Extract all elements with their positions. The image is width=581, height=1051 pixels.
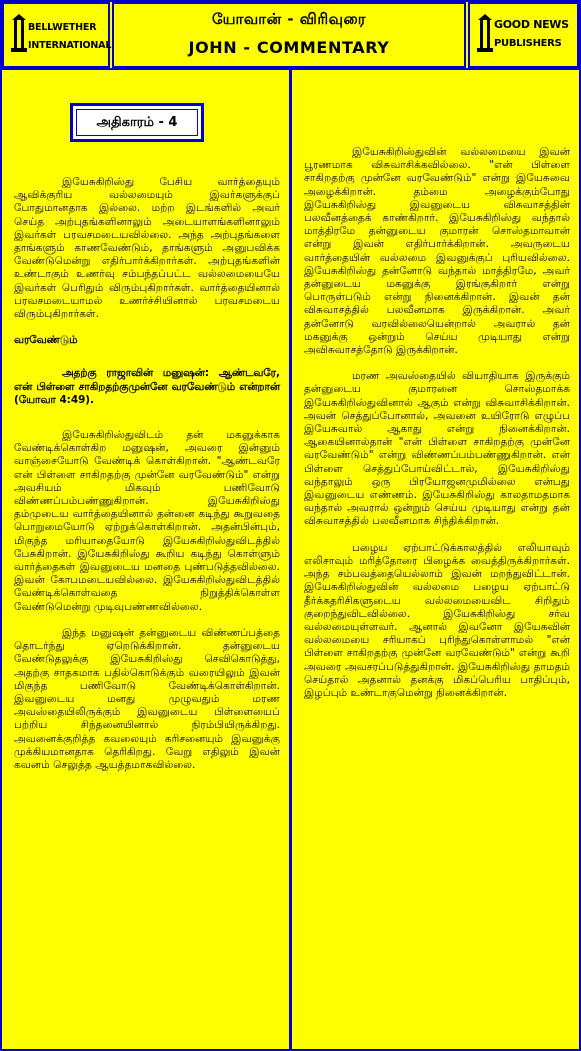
title-tamil: யோவான் - விரிவுரை xyxy=(212,10,366,28)
logo-right-line2: PUBLISHERS xyxy=(494,38,562,49)
logo-right-line1: GOOD NEWS xyxy=(494,18,569,31)
bellwether-logo xyxy=(2,2,110,68)
left-paragraph-2: இயேசுகிறிஸ்துவிடம் தன் மகனுக்காக வேண்டிக்கொள்கிற மனுஷன், அவரை இன்னும் வாஞ்சையோடு வேண்டிக் கொள்கிறான். "ஆண்டவரே என் பிள்ளை சாகிறதற்கு முன்னே வரவேண்டும்" என்று அவசியம் மிகவும் பணிவோடு விண்ணப்பம்பண்ணுகிறான். இயேசுகிறிஸ்து தம்முடைய வார்த்தையினால் தன்னை கடிந்து கூறுவதை பொறுமையோடு ஏற்றுக்கொள்கிறான். அதன்பின்பும், மிகுந்த மரியாதையோடு இயேசுகிறிஸ்துவிடத்தில் பேசுகிறான். இயேசுகிறிஸ்து கூறிய கடிந்து கொள்ளும் வார்த்தைகள் இவனுடைய மனதை புண்படுத்தவில்லை. இவன் கோபமடையவில்லை. இயேசுகிறிஸ்துவிடத்தில் வேண்டிக்கொள்வதை நிறுத்திக்கொள்ள வேண்டுமென்று முடிவுபண்ணவில்லை. xyxy=(14,429,280,613)
column-divider xyxy=(289,68,292,1049)
good-news-logo xyxy=(468,2,579,68)
page-header xyxy=(2,2,579,68)
title-box xyxy=(112,2,466,68)
chapter-box xyxy=(70,103,204,142)
good-news-icon xyxy=(476,14,494,54)
logo-left-line2: INTERNATIONAL xyxy=(28,40,112,51)
right-paragraph-3: பழைய ஏற்பாட்டுக்காலத்தில் எலியாவும் எலிசாவும் மரித்தோரை பிழைக்க வைத்திருக்கிறார்கள். அந்த சம்பவத்தையெல்லாம் இவன் மறந்துவிட்டான். இயேசுகிறிஸ்துவின் வல்லமை பழைய ஏற்பாட்டு தீர்க்கதரிசிகளுடைய வல்லமையைவிட சிறிதும் குறைந்துவிடவில்லை. இயேசுகிறிஸ்து சர்வ வல்லமையுள்ளவர். ஆனால் இவனோ இயேசுவின் வல்லமையை சரியாகப் புரிந்துகொள்ளாமல் "என் பிள்ளை சாகிறதற்கு முன்னே வரவேண்டும்" என்று கூறி அவரை அவசரப்படுத்துகிறான். இயேசுகிறிஸ்து தாமதம் செய்தால் அதனால் தனக்கு மிகப்பெரிய பாதிப்பும், இழப்பும் உண்டாகுமென்று நினைக்கிறான். xyxy=(304,541,570,699)
verse-quote: அதற்கு ராஜாவின் மனுஷன்: ஆண்டவரே, என் பிள்ளை சாகிறதற்குமுன்னே வரவேண்டும் என்றான் (யோவா 4:49). xyxy=(14,367,280,406)
logo-left-line1: BELLWETHER xyxy=(28,22,97,33)
right-column xyxy=(304,146,570,713)
right-paragraph-1: இயேசுகிறிஸ்துவின் வல்லமையை இவன் பூரணமாக விசுவாசிக்கவில்லை. "என் பிள்ளை சாகிறதற்கு முன்னே வரவேண்டும்" என்று இயேசுவை அழைக்கிறான். தம்மை அழைக்கும்போது இயேசுகிறிஸ்து இவனுடைய விசுவாசத்தின் பலவீனத்தைக் காண்கிறார். இயேசுகிறிஸ்து வந்தால் மாத்திரமே தன்னுடைய குமாரன் சொஸ்தமாவான் என்று இவன் எதிர்பார்க்கிறான். அவருடைய வார்த்தையின் வல்லமை இவனுக்குப் புரியவில்லை. இயேசுகிறிஸ்து தன்னோடு வந்தால் மாத்திரமே, அவர் தன்னுடைய மகனுக்கு இரங்குகிறார் என்று பொருள்படும் என்று நினைக்கிறான். இவன் தன் விசுவாசத்தில் பலவீனமாக இருக்கிறான். அவர் தன்னோடு வரவில்லையென்றால் அவரால் தன் மகனுக்கு ஒன்றும் செய்ய முடியாது என்று அவிசுவாசத்தோடு இருக்கிறான். xyxy=(304,146,570,357)
left-paragraph-1: இயேசுகிறிஸ்து பேசிய வார்த்தையும் ஆவிக்குரிய வல்லமையும் இவர்களுக்குப் போதுமானதாக இல்லை. மற்ற இடங்களில் அவர் செய்த அற்புதங்களினாலும் அடையாளங்களினாலும் இவர்கள் பரவசமடையவில்லை. அந்த அற்புதங்களை தாங்களும் காணவேண்டும், தாங்களும் அனுபவிக்க வேண்டுமென்று எதிர்பார்க்கிறார்கள். அற்புதங்களின் உண்டாகும் உணர்வு சம்பந்தப்பட்ட வல்லமையையே இவர்கள் பெரிதும் விரும்புகிறார்கள். வார்த்தையினால் பரவசமடையாமல் உணர்ச்சியினால் பரவசமடைய விரும்புகிறார்கள். xyxy=(14,176,280,321)
section-heading: வரவேண்டும் xyxy=(14,334,78,347)
right-paragraph-2: மரண அவஸ்தையில் வியாதியாக இருக்கும் தன்னுடைய குமாரனை சொஸ்தமாக்க இயேசுகிறிஸ்துவினால் ஆகும் என்று விசுவாசிக்கிறான். அவன் செத்துப்போனால், அவனை உயிரோடு எழுப்ப இயேசுவால் ஆகாது என்று நினைக்கிறான். ஆகையினால்தான் "என் பிள்ளை சாகிறதற்கு முன்னே வரவேண்டும்" என்று விண்ணப்பம்பண்ணுகிறான். என் பிள்ளை செத்துப்போய்விட்டால், இயேசுகிறிஸ்து வந்தாலும் ஒரு பிரயோஜனமுமில்லை என்பது இவனுடைய எண்ணம். இயேசுகிறிஸ்து காலதாமதமாக வந்தால் அவரால் ஒன்றும் செய்ய முடியாது என்று தன் விசுவாசத்தில் பலவீனமாக சிந்திக்கிறான். xyxy=(304,370,570,528)
left-paragraph-3: இந்த மனுஷன் தன்னுடைய விண்ணப்பத்தை தொடர்ந்து ஏறெடுக்கிறான். தன்னுடைய வேண்டுதலுக்கு இயேசுகிறிஸ்து செவிகொடுத்து, அதற்கு சாதகமாக பதில்கொடுக்கும் வரையிலும் இவன் மிகுந்த பணிவோடு வேண்டிக்கொள்கிறான். இவனுடைய மனது முழுவதும் மரண அவஸ்தையிலிருக்கும் இவனுடைய பிள்ளையைப் பற்றிய சிந்தனையினால் நிரம்பியிருக்கிறது. அவனைக்குறித்த கவலையும் கரிசனையும் இவனுக்கு முக்கியமானதாக தெரிகிறது. வேறு எதிலும் இவன் கவனம் செலுத்த ஆயத்தமாகவில்லை. xyxy=(14,626,280,771)
chapter-label: அதிகாரம் - 4 xyxy=(76,109,198,136)
title-english: JOHN - COMMENTARY xyxy=(188,38,390,57)
bellwether-icon xyxy=(10,14,28,54)
left-column xyxy=(14,176,280,785)
